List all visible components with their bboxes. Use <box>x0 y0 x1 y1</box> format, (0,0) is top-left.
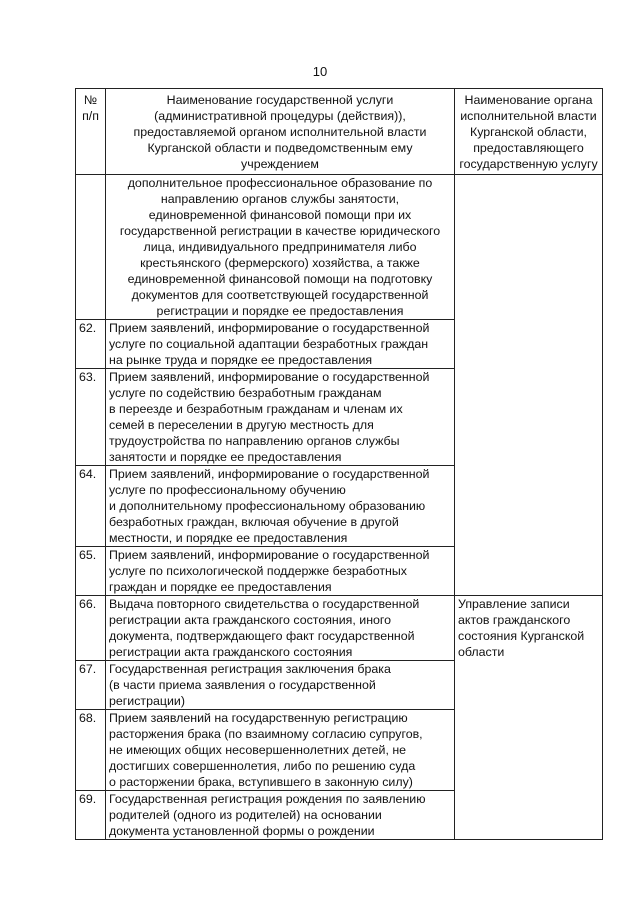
service-line: Прием заявлений, информирование о государственной <box>109 467 430 481</box>
header-org-line: государственную услугу <box>459 157 598 171</box>
service-line: безработных граждан, включая обучение в другой <box>109 515 399 529</box>
header-number-line: п/п <box>82 109 99 123</box>
service-line: Прием заявлений, информирование о государственной <box>109 321 430 335</box>
service-line: услуге по психологической поддержке безработных <box>109 564 407 578</box>
service-line: Государственная регистрация заключения брака <box>109 662 391 676</box>
service-line: документа установленной формы о рождении <box>109 824 375 838</box>
row-number: 66. <box>76 596 106 661</box>
row-number: 67. <box>76 661 106 710</box>
header-org-line: предоставляющего <box>473 141 584 155</box>
row-authority-zags <box>455 596 603 840</box>
service-line: Прием заявлений, информирование о государственной <box>109 370 430 384</box>
header-name-line: Наименование государственной услуги <box>166 93 394 107</box>
header-name-line: предоставляемой органом исполнительной власти <box>133 125 427 139</box>
service-line: документов для соответствующей государственной <box>131 288 429 302</box>
service-line: единовременной финансовой помощи на подготовку <box>127 272 433 286</box>
service-line: расторжения брака (по взаимному согласию супругов, <box>109 727 423 741</box>
row-number: 65. <box>76 547 106 596</box>
service-line: Выдача повторного свидетельства о государственной <box>109 597 420 611</box>
service-line: дополнительное профессиональное образование по <box>127 176 433 190</box>
service-line: местности, и порядке ее предоставления <box>109 531 348 545</box>
service-line: регистрации) <box>109 694 185 708</box>
service-line: регистрации акта гражданского состояния, иного <box>109 613 392 627</box>
service-line: Прием заявлений на государственную регистрацию <box>109 711 408 725</box>
row-service-name <box>106 466 455 547</box>
service-line: направлению органов службы занятости, <box>160 192 400 206</box>
authority-line: области <box>458 645 505 659</box>
row-number: 62. <box>76 320 106 369</box>
table-row-continuation <box>76 175 603 320</box>
row-service-name <box>106 369 455 466</box>
authority-line: Управление записи <box>458 597 570 611</box>
header-org-line: исполнительной власти <box>460 109 597 123</box>
row-service-name <box>106 661 455 710</box>
header-org-line: Наименование органа <box>464 93 593 107</box>
service-line: родителей (одного из родителей) на основании <box>109 808 382 822</box>
header-name-line: Курганской области и подведомственным ему <box>147 141 413 155</box>
service-line: крестьянского (фермерского) хозяйства, а также <box>140 256 420 270</box>
service-line: занятости и порядке ее предоставления <box>109 450 342 464</box>
service-line: трудоустройства по направлению органов службы <box>109 434 400 448</box>
row-service-name <box>106 175 455 320</box>
row-number: 63. <box>76 369 106 466</box>
service-line: услуге по содействию безработным гражданам <box>109 386 382 400</box>
service-line: государственной регистрации в качестве юридического <box>119 224 441 238</box>
service-line: и дополнительному профессиональному образованию <box>109 499 426 513</box>
service-line: лица, индивидуального предпринимателя либо <box>143 240 417 254</box>
service-line: регистрации и порядке ее предоставления <box>156 304 404 318</box>
header-authority <box>455 89 603 175</box>
authority-line: актов гражданского <box>458 613 571 627</box>
row-number: 64. <box>76 466 106 547</box>
service-line: в переезде и безработным гражданам и членам их <box>109 402 403 416</box>
table-row <box>76 596 603 661</box>
table-header-row <box>76 89 603 175</box>
service-line: граждан и порядке ее предоставления <box>109 580 332 594</box>
service-line: услуге по профессиональному обучению <box>109 483 346 497</box>
service-line: единовременной финансовой помощи при их <box>148 208 412 222</box>
header-name-line: учреждением <box>241 157 319 171</box>
row-number <box>76 175 106 320</box>
row-service-name <box>106 596 455 661</box>
service-line: не имеющих общих несовершеннолетних детей, не <box>109 743 407 757</box>
service-line: (в части приема заявления о государственной <box>109 678 376 692</box>
authority-line: состояния Курганской <box>458 629 585 643</box>
header-name-line: (административной процедуры (действия)), <box>154 109 406 123</box>
service-line: семей в переселении в другую местность для <box>109 418 374 432</box>
service-line: услуге по социальной адаптации безработных граждан <box>109 337 429 351</box>
row-authority-employment <box>455 175 603 596</box>
row-service-name <box>106 320 455 369</box>
service-line: документа, подтверждающего факт государственной <box>109 629 415 643</box>
row-service-name <box>106 791 455 840</box>
header-org-line: Курганской области, <box>470 125 587 139</box>
row-number: 68. <box>76 710 106 791</box>
service-line: достигших совершеннолетия, либо по решению суда <box>109 759 416 773</box>
services-table <box>75 88 603 840</box>
row-number: 69. <box>76 791 106 840</box>
service-line: регистрации акта гражданского состояния <box>109 645 353 659</box>
service-line: Государственная регистрация рождения по заявлению <box>109 792 426 806</box>
service-line: на рынке труда и порядке ее предоставления <box>109 353 373 367</box>
service-line: Прием заявлений, информирование о государственной <box>109 548 430 562</box>
header-number-line: № <box>83 93 98 107</box>
page-number: 10 <box>312 64 328 79</box>
row-service-name <box>106 547 455 596</box>
header-service-name <box>106 89 455 175</box>
row-service-name <box>106 710 455 791</box>
service-line: о расторжении брака, вступившего в законную силу) <box>109 775 413 789</box>
header-number <box>76 89 106 175</box>
